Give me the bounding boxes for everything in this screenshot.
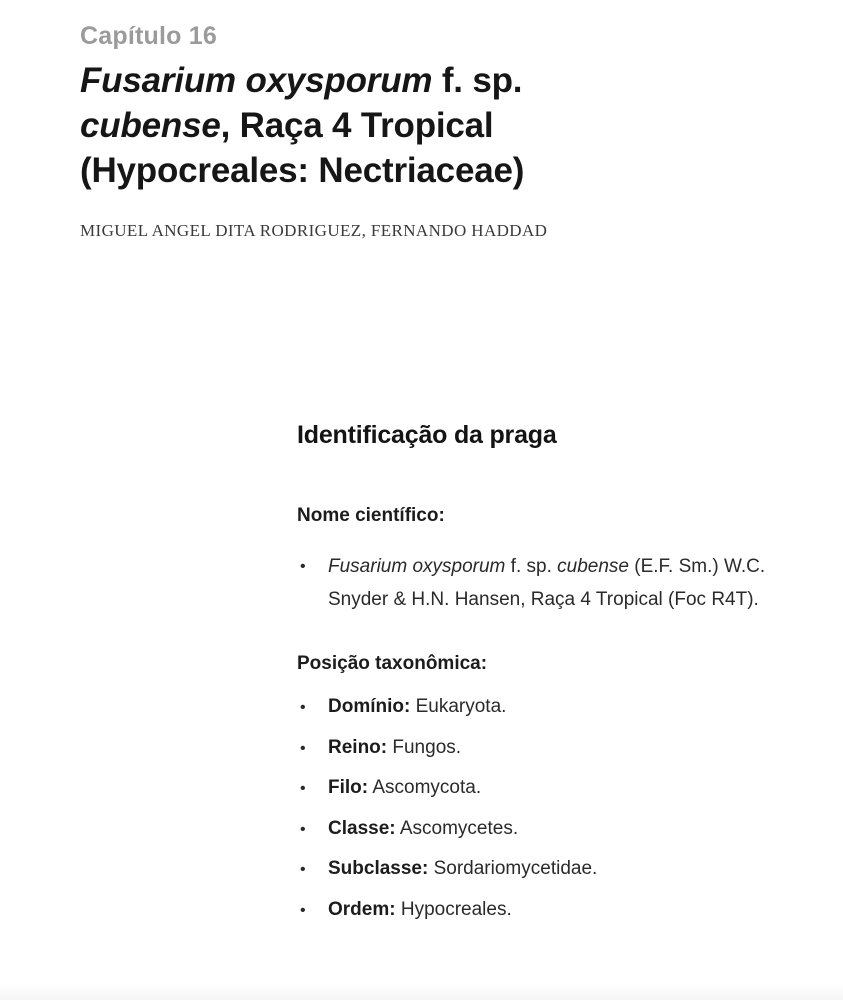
bullet-icon: • xyxy=(300,699,306,716)
taxonomy-item-classe xyxy=(297,819,789,839)
taxonomy-item-ordem xyxy=(297,900,789,920)
sci-name-italic-1: Fusarium oxysporum xyxy=(328,556,506,577)
authors-line: MIGUEL ANGEL DITA RODRIGUEZ, FERNANDO HADDAD xyxy=(80,221,548,240)
taxonomy-term: Filo: xyxy=(328,777,369,798)
bullet-icon: • xyxy=(300,820,306,838)
taxonomy-item-reino xyxy=(297,738,789,758)
taxonomy-item-dominio xyxy=(297,697,789,717)
taxonomy-term: Subclasse: xyxy=(328,858,429,879)
taxonomy-term: Ordem: xyxy=(328,898,396,920)
title-line2-regular: , Raça 4 Tropical xyxy=(220,106,494,145)
taxonomy-term: Domínio: xyxy=(328,696,411,717)
bullet-icon: • xyxy=(300,739,306,757)
sci-name-regular-2: (E.F. Sm.) W.C. Snyder & H.N. Hansen, Raça 4 Tropical (Foc R4T). xyxy=(328,556,766,610)
taxonomy-list xyxy=(297,697,789,920)
taxonomy-value: Sordariomycetidae. xyxy=(428,858,598,879)
page-bottom-edge xyxy=(0,984,843,1000)
bullet-icon: • xyxy=(300,558,306,575)
taxonomy-item-filo xyxy=(297,778,789,798)
pest-identification-section xyxy=(297,421,789,940)
taxonomy-label: Posição taxonômica: xyxy=(297,653,488,674)
chapter-label: Capítulo 16 xyxy=(80,22,217,50)
title-line3: (Hypocreales: Nectriaceae) xyxy=(80,151,525,190)
title-species-italic: Fusarium oxysporum xyxy=(80,61,433,100)
title-subspecies-italic: cubense xyxy=(80,106,221,145)
taxonomy-term: Classe: xyxy=(328,817,396,839)
page-title xyxy=(80,58,700,193)
scientific-name-label: Nome científico: xyxy=(297,505,445,526)
sci-name-italic-2: cubense xyxy=(557,556,629,577)
title-line1-regular: f. sp. xyxy=(432,61,523,100)
taxonomy-value: Ascomycetes. xyxy=(395,817,519,839)
taxonomy-value: Fungos. xyxy=(387,736,462,758)
bullet-icon: • xyxy=(300,861,306,878)
taxonomy-item-subclasse xyxy=(297,859,789,879)
taxonomy-value: Ascomycota. xyxy=(368,777,482,798)
taxonomy-value: Eukaryota. xyxy=(410,696,507,717)
scientific-name-list xyxy=(297,550,789,616)
bullet-icon: • xyxy=(300,780,306,797)
taxonomy-value: Hypocreales. xyxy=(395,898,512,920)
taxonomy-term: Reino: xyxy=(328,736,388,758)
bullet-icon: • xyxy=(300,901,306,919)
section-heading: Identificação da praga xyxy=(297,421,557,449)
scientific-name-item xyxy=(297,550,793,616)
sci-name-regular-1: f. sp. xyxy=(505,556,558,577)
